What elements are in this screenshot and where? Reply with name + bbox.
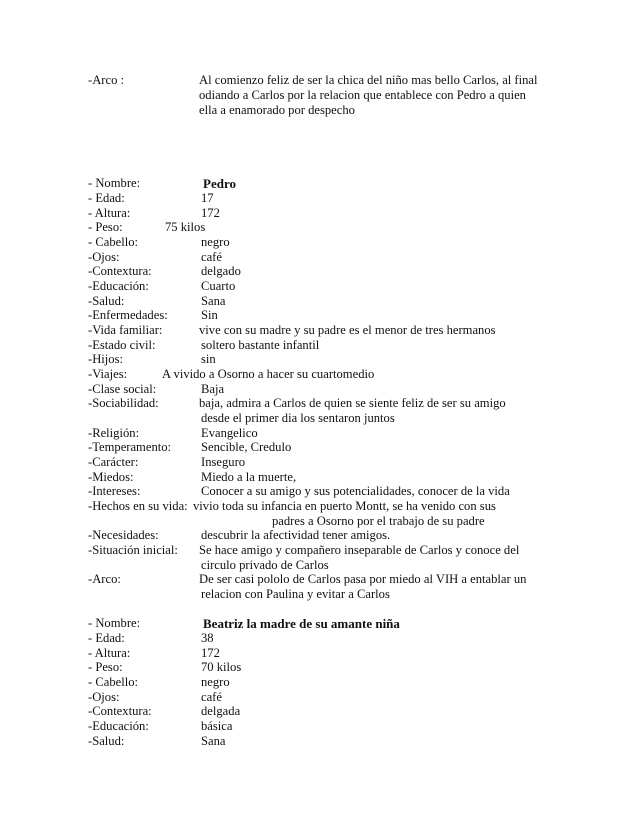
pedro-viajes-value: A vivido a Osorno a hacer su cuartomedio (162, 367, 375, 381)
pedro-vida-familiar-label: -Vida familiar: (88, 323, 163, 337)
pedro-estado-civil-value: soltero bastante infantil (201, 338, 320, 352)
pedro-caracter-label: -Carácter: (88, 455, 139, 469)
pedro-peso-value: 75 kilos (165, 220, 206, 234)
beatriz-ojos-label: -Ojos: (88, 690, 120, 704)
pedro-situacion-label: -Situación inicial: (88, 543, 178, 557)
beatriz-edad-label: - Edad: (88, 631, 125, 645)
pedro-altura-value: 172 (201, 206, 220, 220)
beatriz-altura-value: 172 (201, 646, 220, 660)
pedro-enfermedades-value: Sin (201, 308, 218, 322)
beatriz-ojos-value: café (201, 690, 222, 704)
pedro-peso-label: - Peso: (88, 220, 123, 234)
pedro-situacion-cont: circulo privado de Carlos (201, 558, 329, 572)
pedro-estado-civil-label: -Estado civil: (88, 338, 156, 352)
pedro-necesidades-label: -Necesidades: (88, 528, 159, 542)
pedro-hechos-cont: padres a Osorno por el trabajo de su padre (272, 514, 485, 528)
pedro-temperamento-value: Sencible, Credulo (201, 440, 292, 454)
pedro-caracter-value: Inseguro (201, 455, 246, 469)
arco-line-3: ella a enamorado por despecho (199, 103, 355, 117)
beatriz-altura-label: - Altura: (88, 646, 131, 660)
pedro-nombre-value: Pedro (203, 176, 236, 191)
pedro-hechos-value: vivio toda su infancia en puerto Montt, se ha venido con sus (193, 499, 496, 513)
pedro-cabello-label: - Cabello: (88, 235, 139, 249)
beatriz-contextura-label: -Contextura: (88, 704, 152, 718)
pedro-intereses-value: Conocer a su amigo y sus potencialidades, conocer de la vida (201, 484, 510, 498)
pedro-hechos-label: -Hechos en su vida: (88, 499, 188, 513)
beatriz-edad-value: 38 (201, 631, 214, 645)
pedro-religion-value: Evangelico (201, 426, 258, 440)
pedro-religion-label: -Religión: (88, 426, 140, 440)
pedro-educacion-value: Cuarto (201, 279, 236, 293)
beatriz-cabello-label: - Cabello: (88, 675, 139, 689)
beatriz-peso-value: 70 kilos (201, 660, 242, 674)
beatriz-salud-label: -Salud: (88, 734, 125, 748)
pedro-temperamento-label: -Temperamento: (88, 440, 172, 454)
arco-label: -Arco : (88, 73, 125, 87)
pedro-sociabilidad-value: baja, admira a Carlos de quien se siente feliz de ser su amigo (199, 396, 506, 410)
pedro-viajes-label: -Viajes: (88, 367, 128, 381)
pedro-salud-label: -Salud: (88, 294, 125, 308)
pedro-contextura-value: delgado (201, 264, 241, 278)
pedro-hijos-label: -Hijos: (88, 352, 123, 366)
pedro-contextura-label: -Contextura: (88, 264, 152, 278)
pedro-clase-social-label: -Clase social: (88, 382, 157, 396)
pedro-sociabilidad-cont: desde el primer dia los sentaron juntos (201, 411, 395, 425)
pedro-miedos-label: -Miedos: (88, 470, 134, 484)
beatriz-cabello-value: negro (201, 675, 230, 689)
pedro-hijos-value: sin (201, 352, 216, 366)
beatriz-contextura-value: delgada (201, 704, 241, 718)
pedro-arco-value: De ser casi pololo de Carlos pasa por miedo al VIH a entablar un (199, 572, 527, 586)
beatriz-educacion-label: -Educación: (88, 719, 149, 733)
pedro-intereses-label: -Intereses: (88, 484, 141, 498)
arco-line-1: Al comienzo feliz de ser la chica del niño mas bello Carlos, al final (199, 73, 538, 87)
pedro-edad-value: 17 (201, 191, 214, 205)
pedro-clase-social-value: Baja (201, 382, 225, 396)
pedro-ojos-label: -Ojos: (88, 250, 120, 264)
pedro-salud-value: Sana (201, 294, 226, 308)
pedro-sociabilidad-label: -Sociabilidad: (88, 396, 159, 410)
pedro-educacion-label: -Educación: (88, 279, 149, 293)
pedro-miedos-value: Miedo a la muerte, (201, 470, 297, 484)
pedro-necesidades-value: descubrir la afectividad tener amigos. (201, 528, 391, 542)
pedro-altura-label: - Altura: (88, 206, 131, 220)
beatriz-educacion-value: básica (201, 719, 233, 733)
pedro-ojos-value: café (201, 250, 222, 264)
arco-line-2: odiando a Carlos por la relacion que entablece con Pedro a quien (199, 88, 526, 102)
pedro-arco-cont: relacion con Paulina y evitar a Carlos (201, 587, 390, 601)
pedro-situacion-value: Se hace amigo y compañero inseparable de Carlos y conoce del (199, 543, 520, 557)
pedro-vida-familiar-value: vive con su madre y su padre es el menor de tres hermanos (199, 323, 496, 337)
pedro-edad-label: - Edad: (88, 191, 125, 205)
beatriz-nombre-label: - Nombre: (88, 616, 141, 630)
pedro-enfermedades-label: -Enfermedades: (88, 308, 168, 322)
pedro-nombre-label: - Nombre: (88, 176, 141, 190)
beatriz-nombre-value: Beatriz la madre de su amante niña (203, 616, 400, 631)
pedro-arco-label: -Arco: (88, 572, 121, 586)
beatriz-peso-label: - Peso: (88, 660, 123, 674)
beatriz-salud-value: Sana (201, 734, 226, 748)
pedro-cabello-value: negro (201, 235, 230, 249)
